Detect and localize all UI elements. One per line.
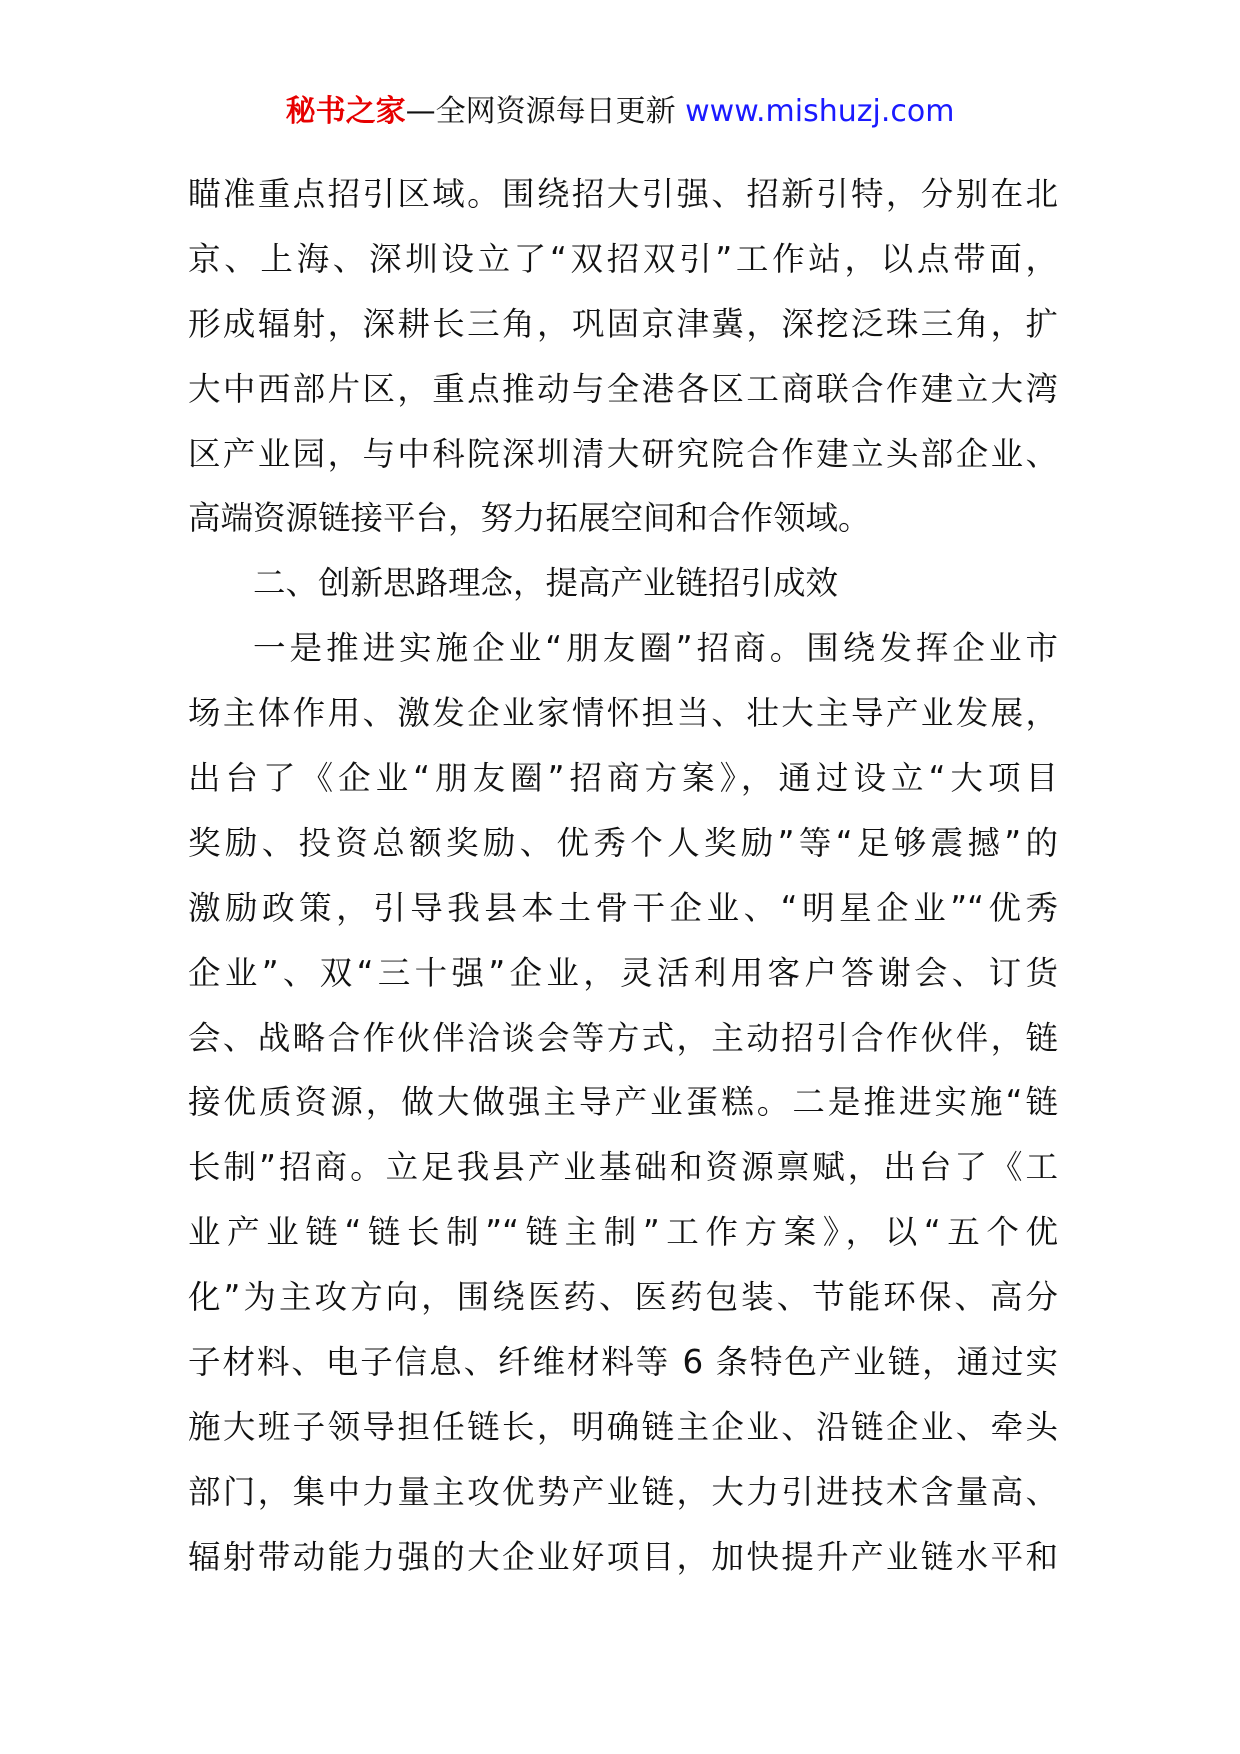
document-body xyxy=(188,162,1058,1590)
paragraph-line: 子材料、电子信息、纤维材料等 6 条特色产业链，通过实 xyxy=(188,1343,1058,1382)
paragraph-line: 业产业链“链长制”“链主制”工作方案》，以“五个优 xyxy=(188,1213,1058,1252)
paragraph-line: 企业”、双“三十强”企业，灵活利用客户答谢会、订货 xyxy=(188,953,1058,992)
site-tagline: —全网资源每日更新 xyxy=(405,94,686,129)
site-url[interactable]: www.mishuzj.com xyxy=(685,94,955,129)
site-header xyxy=(0,92,1240,132)
paragraph-line: 区产业园，与中科院深圳清大研究院合作建立头部企业、 xyxy=(188,434,1058,473)
paragraph-line: 辐射带动能力强的大企业好项目，加快提升产业链水平和 xyxy=(188,1537,1058,1576)
paragraph-line: 大中西部片区，重点推动与全港各区工商联合作建立大湾 xyxy=(188,369,1058,408)
site-brand: 秘书之家 xyxy=(285,94,406,129)
paragraph-line: 形成辐射，深耕长三角，巩固京津冀，深挖泛珠三角，扩 xyxy=(188,304,1058,343)
paragraph-line: 会、战略合作伙伴洽谈会等方式，主动招引合作伙伴，链 xyxy=(188,1018,1058,1057)
paragraph-line: 部门，集中力量主攻优势产业链，大力引进技术含量高、 xyxy=(188,1472,1058,1511)
paragraph-line: 瞄准重点招引区域。围绕招大引强、招新引特，分别在北 xyxy=(188,175,1058,213)
paragraph-line: 化”为主攻方向，围绕医药、医药包装、节能环保、高分 xyxy=(188,1278,1058,1317)
paragraph-line: 高端资源链接平台，努力拓展空间和合作领域。 xyxy=(188,499,871,538)
paragraph-line: 施大班子领导担任链长，明确链主企业、沿链企业、牵头 xyxy=(188,1407,1058,1446)
paragraph-line: 长制”招商。立足我县产业基础和资源禀赋，出台了《工 xyxy=(188,1148,1058,1187)
paragraph-line: 激励政策，引导我县本土骨干企业、“明星企业”“优秀 xyxy=(188,888,1058,927)
paragraph-line: 一是推进实施企业“朋友圈”招商。围绕发挥企业市 xyxy=(253,629,1058,668)
paragraph-line: 奖励、投资总额奖励、优秀个人奖励”等“足够震撼”的 xyxy=(188,823,1058,862)
section-heading: 二、创新思路理念，提高产业链招引成效 xyxy=(253,564,839,603)
paragraph-line: 出台了《企业“朋友圈”招商方案》，通过设立“大项目 xyxy=(188,759,1058,798)
paragraph-line: 场主体作用、激发企业家情怀担当、壮大主导产业发展， xyxy=(188,694,1058,733)
paragraph-line: 接优质资源，做大做强主导产业蛋糕。二是推进实施“链 xyxy=(188,1083,1058,1122)
paragraph-line: 京、上海、深圳设立了“双招双引”工作站，以点带面， xyxy=(188,239,1058,278)
